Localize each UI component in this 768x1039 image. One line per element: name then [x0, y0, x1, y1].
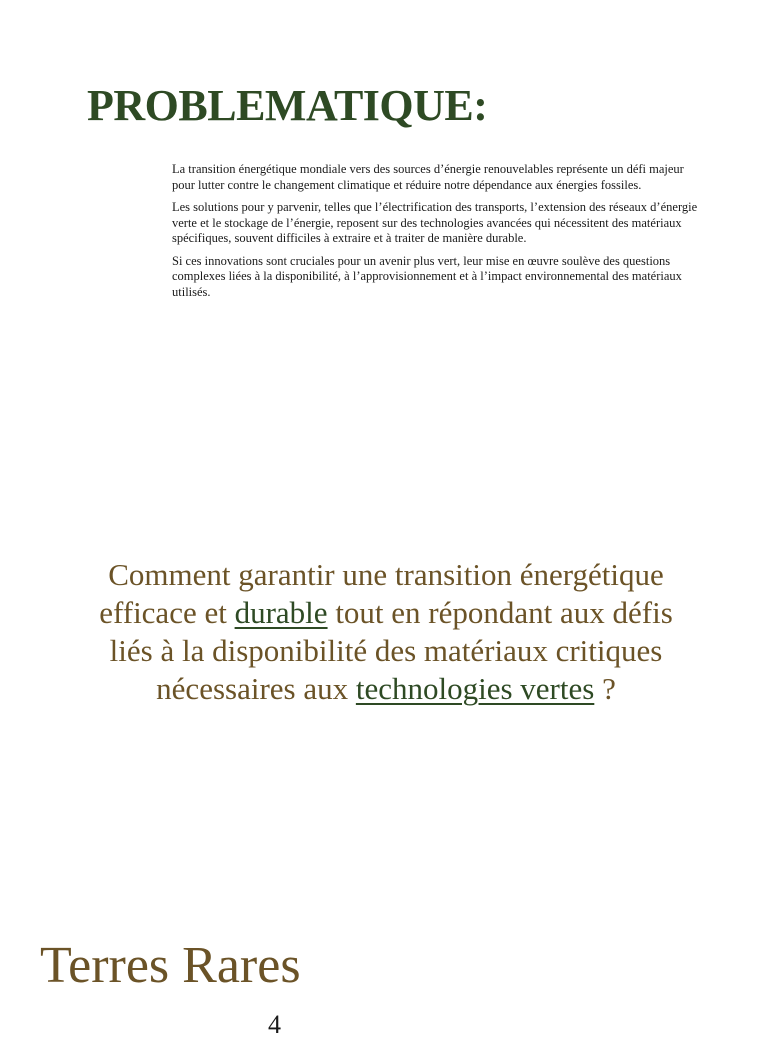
question-highlight-durable: durable: [234, 595, 328, 630]
question-part-1: Comment garantir une transition énergétique efficace et: [99, 557, 664, 630]
question-part-2: tout en répondant aux défis liés à la disponibilité des matériaux critiques nécessaires aux: [109, 595, 673, 706]
intro-text: [172, 162, 700, 307]
research-question: [80, 556, 692, 708]
partial-next-line: 4: [268, 1010, 281, 1039]
intro-paragraph-3: Si ces innovations sont cruciales pour un avenir plus vert, leur mise en œuvre soulève des questions complexes liées à la disponibilité, à l’approvisionnement et à l’impact environnemental des matériaux utilisés.: [172, 253, 682, 299]
question-part-3: ?: [594, 671, 616, 706]
intro-paragraph-2: Les solutions pour y parvenir, telles que l’électrification des transports, l’extension des réseaux d’énergie verte et le stockage de l’énergie, reposent sur des technologies avancées qui nécessitent des matériaux spécifiques, souvent difficiles à extraire et à traiter de manière durable.: [172, 200, 698, 245]
intro-paragraph-1: La transition énergétique mondiale vers des sources d’énergie renouvelables représente un défi majeur pour lutter contre le changement climatique et réduire notre dépendance aux énergies fossiles.: [172, 162, 684, 192]
question-highlight-technologies: technologies vertes: [355, 671, 595, 706]
section-title: Terres Rares: [40, 937, 301, 994]
page-title: PROBLEMATIQUE:: [87, 81, 488, 130]
